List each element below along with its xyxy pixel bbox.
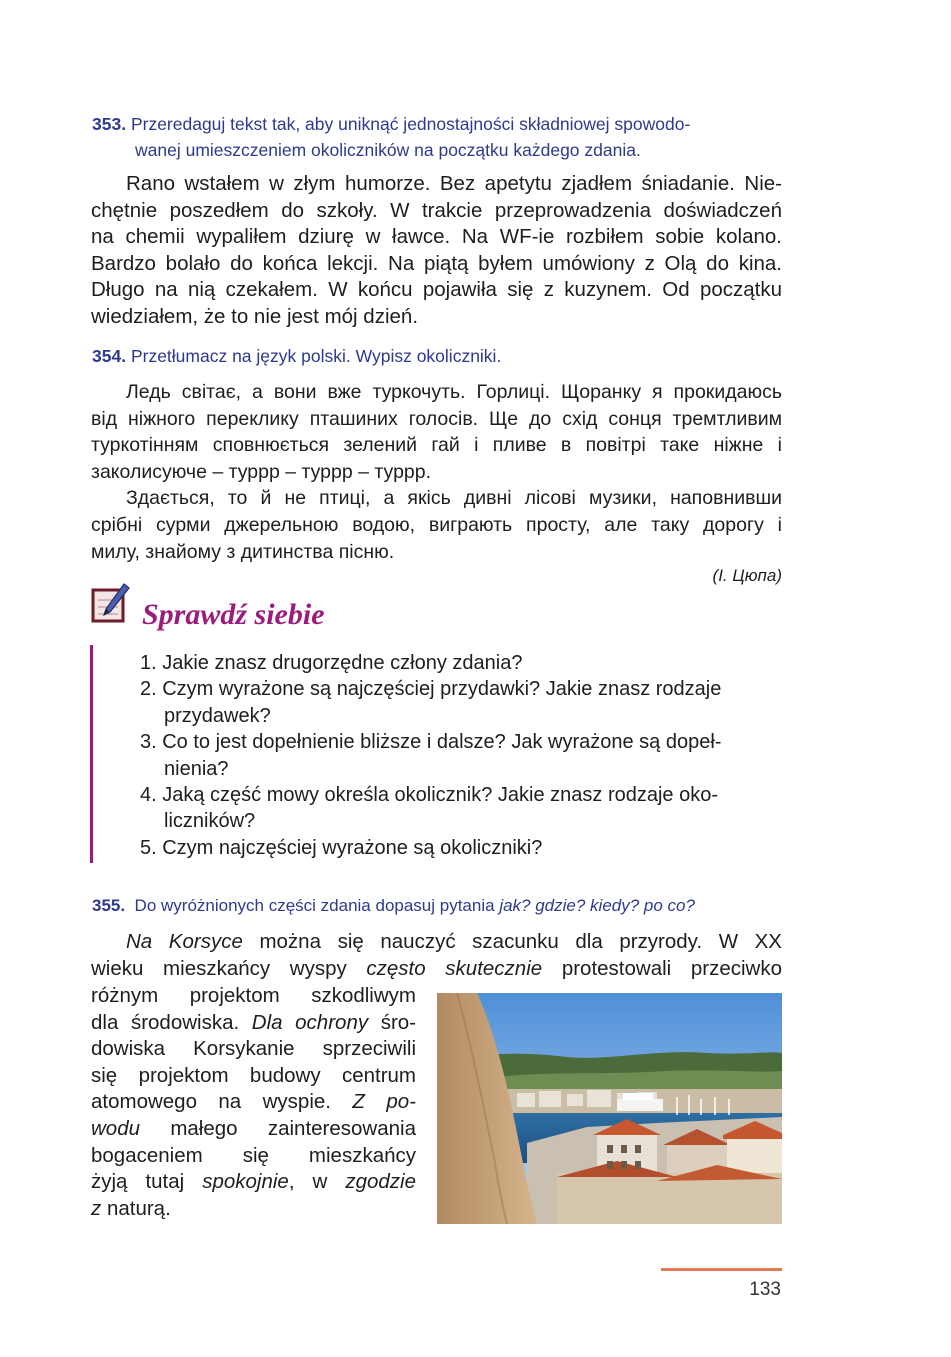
text-line: wodu małego zainteresowania [91,1116,416,1140]
text-line: Bardzo bolało do końca lekcji. Na piątą byłem umówiony z Olą do kina. [91,251,782,275]
text-line: Rano wstałem w złym humorze. Bez apetytu zjadłem śniadanie. Nie- [126,172,782,195]
text-line: Długo na nią czekałem. W końcu pojawiła się z kuzynem. Od początku [91,278,782,302]
ex353-instruction: 353. Przeredaguj tekst tak, aby uniknąć jednostajności składniowej spowodo- wanej umieszczeniem okoliczników na początku każdego zdania. [92,114,691,160]
page-bar [661,1268,782,1271]
text-line: z naturą. [91,1196,171,1220]
ex354-number: 354. [92,346,127,366]
text-line: różnym projektom szkodliwym [91,984,416,1007]
list-item-cont: liczników? [164,810,256,833]
text-line: wieku mieszkańcy wyspy często skutecznie protestowali przeciwko [91,956,782,980]
ex353-text [91,171,782,331]
text-line: милу, знайому з дитинства пісню. [91,540,395,563]
ex355-text-full [91,929,782,982]
text-line: туркотінням сповнюється зелений гай і пливе в повітрі таке ніжне і [91,434,782,457]
ex355-instruction: 355. Do wyróżnionych części zdania dopasuj pytania jak? gdzie? kiedy? po co? [92,896,695,915]
author: (І. Цюпа) [712,566,782,585]
list-item: 5. Czym najczęściej wyrażone są okoliczniki? [140,836,543,859]
section-title: Sprawdź siebie [142,598,325,631]
text-line: Ледь світає, а вони вже туркочуть. Горлиці. Щоранку я прокидаюсь [126,381,782,403]
text-line: dowiska Korsykanie sprzeciwili [91,1037,416,1061]
list-item-cont: nienia? [164,757,229,780]
list-item: 1. Jakie znasz drugorzędne człony zdania? [140,652,523,674]
ex355-text-narrow [91,983,416,1222]
ex355-number: 355. [92,896,126,915]
text-line: Здається, то й не птиці, а якісь дивні лісові музики, наповнивши [126,487,782,510]
text-line: срібні сурми джерельною водою, виграють просту, але таку дорогу і [91,513,782,536]
text-line: bogaceniem się mieszkańcy [91,1143,416,1167]
text-line: Na Korsyce można się nauczyć szacunku dla przyrody. W XX [126,930,782,953]
text-line: na chemii wypaliłem dziurę w ławce. Na WF-ie rozbiłem sobie kolano. [91,225,782,249]
question-list [140,650,721,861]
list-item: 2. Czym wyrażone są najczęściej przydawki? Jakie znasz rodzaje [140,678,722,701]
list-item: 4. Jaką część mowy określa okolicznik? Jakie znasz rodzaje oko- [140,784,719,807]
section-bar [90,645,93,863]
list-item: 3. Co to jest dopełnienie bliższe i dalsze? Jak wyrażone są dopeł- [140,731,722,754]
corsica-harbor-photo [437,993,782,1224]
ex353-number: 353. [92,114,127,134]
text-line: від ніжного переклику пташиних голосів. Ще до схід сонця тремтливим [91,407,782,430]
ex354-instruction: 354. Przetłumacz na język polski. Wypisz okoliczniki. [92,346,502,366]
page-number: 133 [749,1279,781,1300]
text-line: заколисуюче – туррр – туррр – туррр. [91,460,432,483]
text-line: chętnie poszedłem do szkoły. W trakcie przeprowadzenia doświadczeń [91,198,782,222]
list-item-cont: przydawek? [164,704,271,727]
pencil-notepad-icon [90,582,132,626]
text-line: wiedziałem, że to nie jest mój dzień. [91,304,419,328]
text-line: żyją tutaj spokojnie, w zgodzie [91,1170,416,1194]
text-line: dla środowiska. Dla ochrony śro- [91,1010,416,1034]
text-line: atomowego na wyspie. Z po- [91,1090,416,1114]
text-line: się projektom budowy centrum [91,1063,416,1087]
ex354-text [91,379,782,565]
